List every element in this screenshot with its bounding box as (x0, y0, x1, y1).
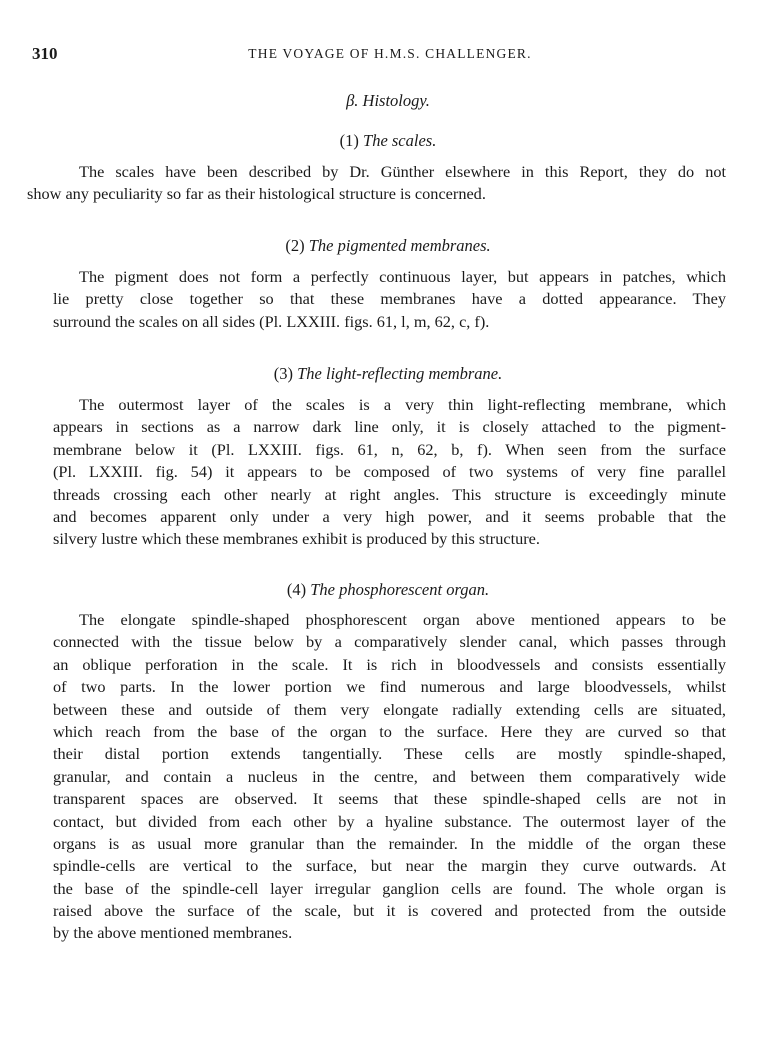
subsection-title: The pigmented membranes. (308, 236, 491, 255)
text-line: The pigment does not form a perfectly continuous layer, but appears in patches, which (79, 267, 726, 286)
paragraph-scales (27, 161, 726, 206)
subsection-title: The light-reflecting membrane. (297, 364, 503, 383)
running-title: THE VOYAGE OF H.M.S. CHALLENGER. (248, 46, 532, 61)
text-line: of two parts. In the lower portion we find numerous and large bloodvessels, whilst (53, 677, 726, 697)
text-line: which reach from the base of the organ to the surface. Here they are curved so that (53, 721, 726, 741)
subsection-heading-phosphorescent-organ (0, 580, 776, 600)
page-number: 310 (32, 44, 58, 63)
text-line: The scales have been described by Dr. Günther elsewhere in this Report, they do not (79, 162, 726, 181)
subsection-number: (1) (339, 131, 359, 150)
section-title-text: β. Histology. (346, 91, 430, 110)
subsection-heading-scales (0, 131, 776, 151)
text-line: The outermost layer of the scales is a very thin light-reflecting membrane, which (79, 395, 726, 414)
text-line: show any peculiarity so far as their histological structure is concerned. (27, 184, 486, 204)
text-line: appears in sections as a narrow dark line only, it is closely attached to the pigment- (53, 417, 726, 437)
subsection-number: (2) (285, 236, 305, 255)
text-line: The elongate spindle-shaped phosphorescent organ above mentioned appears to be (79, 610, 726, 629)
page-header (32, 44, 748, 68)
subsection-number: (3) (273, 364, 293, 383)
text-line: by the above mentioned membranes. (53, 923, 293, 943)
text-line: their distal portion extends tangentially. These cells are mostly spindle-shaped, (53, 744, 726, 764)
subsection-number: (4) (286, 580, 307, 599)
text-line: granular, and contain a nucleus in the centre, and between them comparatively wide (53, 766, 726, 786)
subsection-title: The scales. (363, 131, 437, 150)
subsection-title: The phosphorescent organ. (310, 580, 490, 599)
text-line: and becomes apparent only under a very high power, and it seems probable that the (53, 506, 726, 526)
text-line: raised above the surface of the scale, but it is covered and protected from the outside (53, 901, 726, 921)
section-title (0, 91, 776, 111)
text-line: between these and outside of them very elongate radially extending cells are situated, (53, 699, 726, 719)
text-line: surround the scales on all sides (Pl. LXXIII. figs. 61, l, m, 62, c, f). (53, 311, 490, 331)
paragraph-phosphorescent-organ (53, 609, 726, 945)
subsection-heading-light-reflecting-membrane (0, 364, 776, 384)
text-line: membrane below it (Pl. LXXIII. figs. 61, n, 62, b, f). When seen from the surface (53, 439, 726, 459)
text-line: spindle-cells are vertical to the surface, but near the margin they curve outwards. At (53, 856, 726, 876)
paragraph-pigmented-membranes (53, 266, 726, 333)
paragraph-light-reflecting-membrane (53, 394, 726, 551)
text-line: an oblique perforation in the scale. It is rich in bloodvessels and consists essentially (53, 654, 726, 674)
subsection-heading-pigmented-membranes (0, 236, 776, 256)
text-line: connected with the tissue below by a comparatively slender canal, which passes through (53, 632, 726, 652)
text-line: transparent spaces are observed. It seems that these spindle-shaped cells are not in (53, 789, 726, 809)
text-line: lie pretty close together so that these membranes have a dotted appearance. They (53, 289, 726, 309)
text-line: contact, but divided from each other by a hyaline substance. The outermost layer of the (53, 811, 726, 831)
text-line: silvery lustre which these membranes exhibit is produced by this structure. (53, 529, 540, 549)
text-line: organs is as usual more granular than the remainder. In the middle of the organ these (53, 833, 726, 853)
text-line: threads crossing each other nearly at right angles. This structure is exceedingly minute (53, 484, 726, 504)
text-line: the base of the spindle-cell layer irregular ganglion cells are found. The whole organ is (53, 878, 726, 898)
text-line: (Pl. LXXIII. fig. 54) it appears to be composed of two systems of very fine parallel (53, 462, 726, 482)
